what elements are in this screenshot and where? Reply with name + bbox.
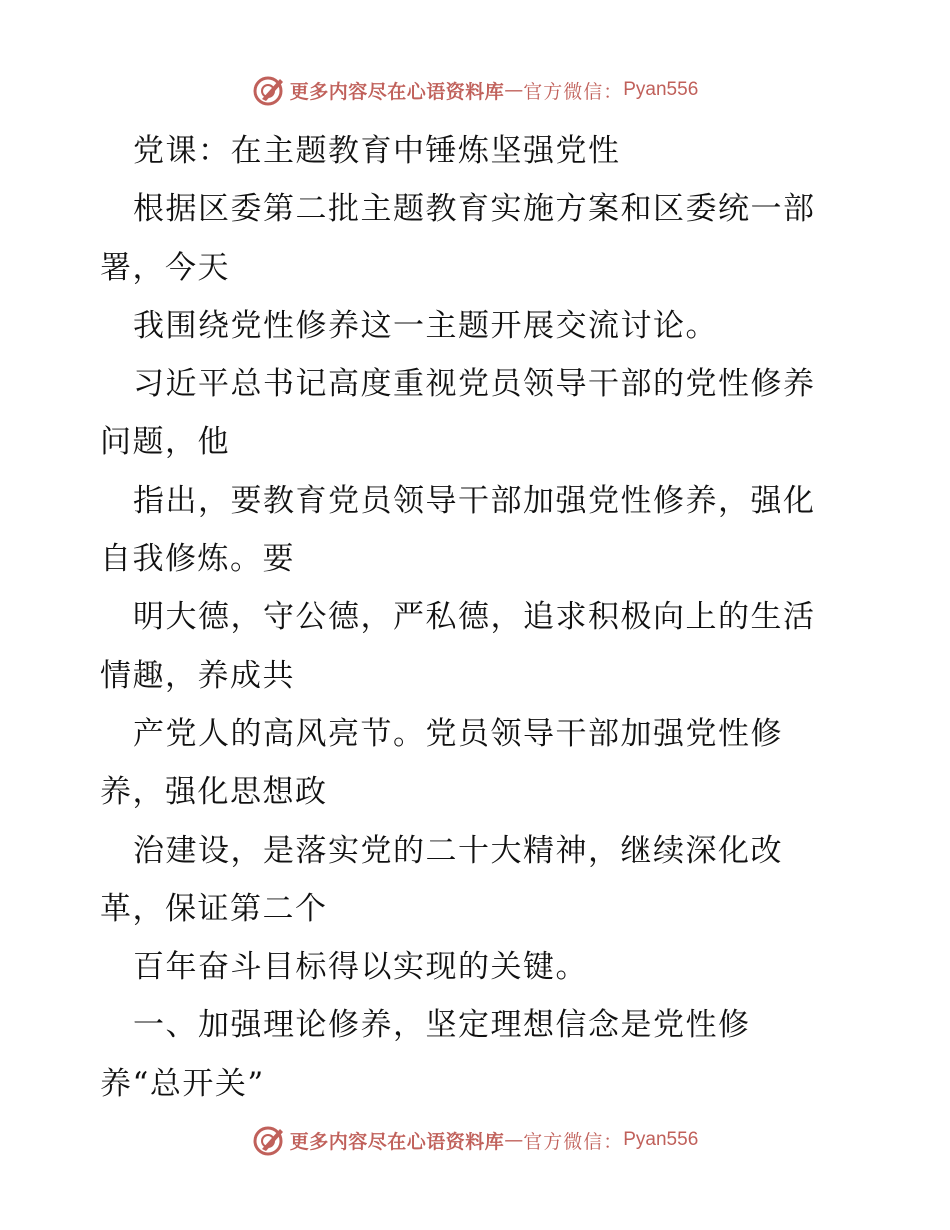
text-line: 治建设，是落实党的二十大精神，继续深化改	[133, 832, 783, 869]
text-line: 自我修炼。要	[100, 541, 295, 578]
footer-separator: —	[504, 1129, 524, 1151]
header-banner	[0, 70, 950, 110]
text-line: 革，保证第二个	[100, 890, 328, 927]
text-line: 情趣，养成共	[100, 657, 295, 694]
footer-banner	[0, 1120, 950, 1160]
text-line: 根据区委第二批主题教育实施方案和区委统一部	[133, 191, 816, 228]
footer-wechat-id: Pyan556	[623, 1129, 699, 1150]
text-line: 我围绕党性修养这一主题开展交流讨论。	[133, 307, 718, 344]
footer-wechat-label: 官方微信：	[523, 1130, 624, 1153]
section-heading: 一、加强理论修养，坚定理想信念是党性修	[133, 1007, 751, 1044]
header-wechat-id: Pyan556	[623, 79, 699, 100]
text-line: 明大德，守公德，严私德，追求积极向上的生活	[133, 599, 816, 636]
text-line: 百年奋斗目标得以实现的关键。	[133, 949, 588, 986]
text-line: 习近平总书记高度重视党员领导干部的党性修养	[133, 366, 816, 403]
header-wechat-label: 官方微信：	[523, 80, 624, 103]
logo-icon	[252, 73, 286, 107]
section-heading-continued: 养“总开关”	[100, 1065, 265, 1102]
text-line: 指出，要教育党员领导干部加强党性修养，强化	[133, 482, 816, 519]
text-line: 产党人的高风亮节。党员领导干部加强党性修	[133, 715, 783, 752]
document-title: 党课：在主题教育中锤炼坚强党性	[133, 133, 621, 169]
footer-brand: 更多内容尽在心语资料库	[289, 1130, 505, 1153]
header-separator: —	[504, 79, 524, 101]
text-line: 问题，他	[100, 424, 230, 461]
document-body	[100, 122, 860, 1113]
logo-icon	[252, 1123, 286, 1157]
header-brand: 更多内容尽在心语资料库	[289, 80, 505, 103]
text-line: 署，今天	[100, 249, 230, 286]
text-line: 养，强化思想政	[100, 774, 328, 811]
